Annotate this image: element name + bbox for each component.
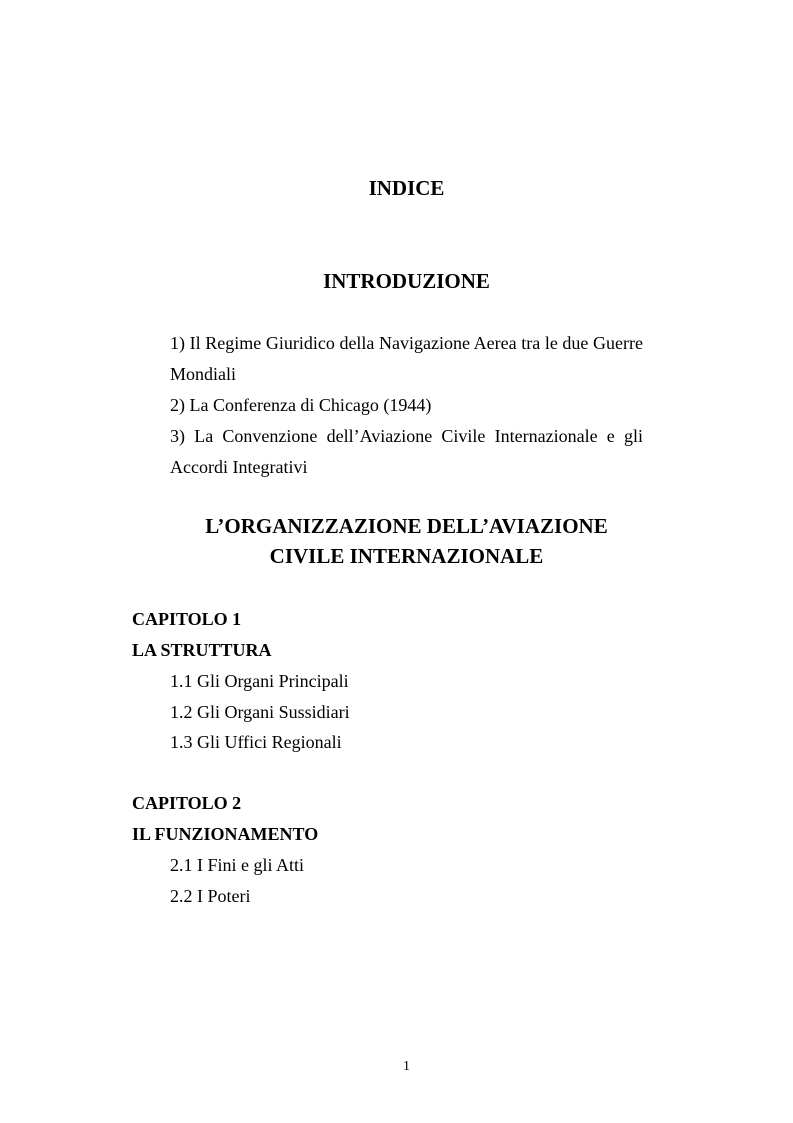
chapter-title: LA STRUTTURA xyxy=(132,640,272,660)
part-title-line-2: CIVILE INTERNAZIONALE xyxy=(269,544,544,568)
introduction-list xyxy=(170,328,643,483)
section-item: 2.2 I Poteri xyxy=(170,885,251,906)
section-item: 1.2 Gli Organi Sussidiari xyxy=(170,701,350,722)
chapter-1 xyxy=(132,604,652,758)
chapter-2 xyxy=(132,788,652,911)
chapter-title: IL FUNZIONAMENTO xyxy=(132,824,319,844)
chapter-section-list xyxy=(132,666,652,758)
introduction-item: 3) La Convenzione dell’Aviazione Civile Internazionale e gli Accordi Integrativi xyxy=(170,426,643,477)
section-item: 1.3 Gli Uffici Regionali xyxy=(170,732,342,752)
introduction-item: 1) Il Regime Giuridico della Navigazione Aerea tra le due Guerre Mondiali xyxy=(170,333,643,384)
page-number: 1 xyxy=(403,1059,410,1074)
part-title xyxy=(0,511,793,571)
chapter-label: CAPITOLO 2 xyxy=(132,793,242,813)
introduction-heading: INTRODUZIONE xyxy=(323,269,490,293)
section-item: 1.1 Gli Organi Principali xyxy=(170,671,349,691)
page-title: INDICE xyxy=(368,176,445,200)
chapter-label: CAPITOLO 1 xyxy=(132,609,242,629)
part-title-line-1: L’ORGANIZZAZIONE DELL’AVIAZIONE xyxy=(205,514,608,538)
section-item: 2.1 I Fini e gli Atti xyxy=(170,855,305,875)
chapter-section-list xyxy=(132,850,652,911)
introduction-item: 2) La Conferenza di Chicago (1944) xyxy=(170,395,432,415)
